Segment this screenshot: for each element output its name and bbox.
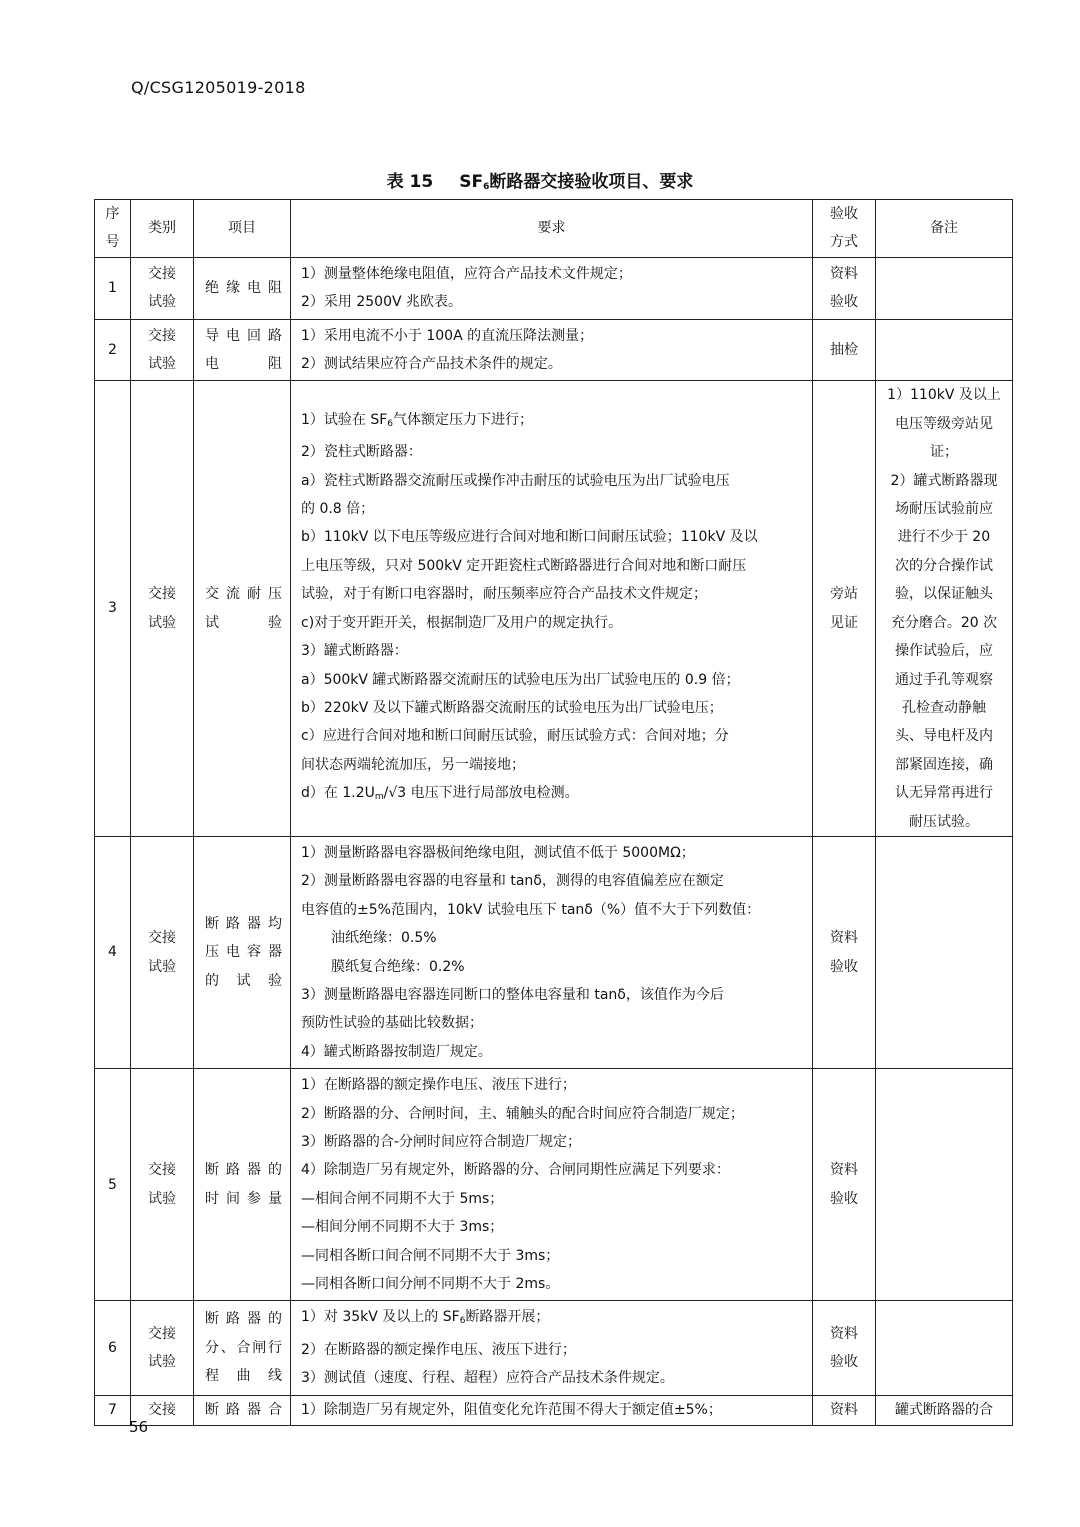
row-requirement: 1）采用电流不小于 100A 的直流压降法测量； 2）测试结果应符合产品技术条件的规定。 [291, 319, 813, 381]
row-remark [876, 257, 1013, 319]
row-requirement: 1）试验在 $SF_6$气体额定压力下进行； 2）瓷柱式断路器： a）瓷柱式断路器交流耐压或操作冲击耐压的试验电压为出厂试验电压 的 0.8 倍； b）110kV 以下电压等级应进行合间对地和断口间耐压试验；110kV 及以 上电压等级，只对 500kV 定开距瓷柱式断路器进行合间对地和断口耐压 试验，对于有断口电容器时，耐压频率应符合产品技术文件规定； c)对于变开距开关，根据制造厂及用户的规定执行。 3）罐式断路器： a）500kV 罐式断路器交流耐压的试验电压为出厂试验电压的 0.9 倍； b）220kV 及以下罐式断路器交流耐压的试验电压为出厂试验电压； c）应进行合间对地和断口间耐压试验，耐压试验方式：合间对地；分 间状态两端轮流加压，另一端接地； d）在 $1.2U_m/√3$ 电压下进行局部放电检测。 [291, 381, 813, 837]
page-number: 56 [129, 1418, 149, 1436]
row-remark [876, 836, 1013, 1068]
row-category: 交接 试验 [131, 836, 194, 1068]
table-row [95, 1301, 1013, 1395]
row-category: 交接 [131, 1395, 194, 1425]
row-method: 资料 [813, 1395, 876, 1425]
row-item: 断路器的 时间参量 [194, 1069, 291, 1301]
row-seq: 3 [95, 381, 131, 837]
table-row [95, 836, 1013, 1068]
table-title [0, 167, 1080, 192]
table-title-subscript: 6 [483, 182, 490, 192]
table-row [95, 319, 1013, 381]
row-item: 导电回路 电阻 [194, 319, 291, 381]
row-method: 旁站 见证 [813, 381, 876, 837]
row-requirement: 1）对 35kV 及以上的 $SF_6$断路器开展； 2）在断路器的额定操作电压、液压下进行； 3）测试值（速度、行程、超程）应符合产品技术条件规定。 [291, 1301, 813, 1395]
header-category: 类别 [131, 200, 194, 258]
row-method: 资料 验收 [813, 257, 876, 319]
row-category: 交接 试验 [131, 1069, 194, 1301]
row-category: 交接 试验 [131, 381, 194, 837]
table-title-prefix: 表 15 [386, 172, 434, 192]
row-item: 绝缘电阻 [194, 257, 291, 319]
header-requirement: 要求 [291, 200, 813, 258]
row-method: 资料 验收 [813, 1069, 876, 1301]
row-method: 资料 验收 [813, 1301, 876, 1395]
header-remark: 备注 [876, 200, 1013, 258]
row-item: 断路器合 [194, 1395, 291, 1425]
row-remark: 1）110kV 及以上 电压等级旁站见 证； 2）罐式断路器现 场耐压试验前应 进行不少于 20 次的分合操作试 验，以保证触头 充分磨合。20 次 操作试验后，应 通过手孔等观察 孔检查动静触 头、导电杆及内 部紧固连接，确 认无异常再进行 耐压试验。 [876, 381, 1013, 837]
row-remark: 罐式断路器的合 [876, 1395, 1013, 1425]
row-method: 抽检 [813, 319, 876, 381]
row-category: 交接 试验 [131, 1301, 194, 1395]
table-row [95, 1069, 1013, 1301]
row-method: 资料 验收 [813, 836, 876, 1068]
table-title-sf: SF [459, 172, 484, 192]
header-item: 项目 [194, 200, 291, 258]
row-category: 交接 试验 [131, 319, 194, 381]
header-method: 验收 方式 [813, 200, 876, 258]
table-header-row [95, 200, 1013, 258]
row-seq: 4 [95, 836, 131, 1068]
row-seq: 2 [95, 319, 131, 381]
row-requirement: 1）测量断路器电容器极间绝缘电阻，测试值不低于 5000MΩ； 2）测量断路器电容器的电容量和 tanδ，测得的电容值偏差应在额定 电容值的±5%范围内，10kV 试验电压下 tanδ（%）值不大于下列数值： 油纸绝缘：0.5% 膜纸复合绝缘：0.2% 3）测量断路器电容器连同断口的整体电容量和 tanδ，该值作为今后 预防性试验的基础比较数据； 4）罐式断路器按制造厂规定。 [291, 836, 813, 1068]
row-item: 交流耐压 试验 [194, 381, 291, 837]
row-requirement: 1）测量整体绝缘电阻值，应符合产品技术文件规定； 2）采用 2500V 兆欧表。 [291, 257, 813, 319]
table-row [95, 257, 1013, 319]
table-row [95, 1395, 1013, 1425]
row-category: 交接 试验 [131, 257, 194, 319]
row-item: 断路器的 分、合闸行 程曲线 [194, 1301, 291, 1395]
row-seq: 6 [95, 1301, 131, 1395]
row-remark [876, 319, 1013, 381]
row-seq: 5 [95, 1069, 131, 1301]
row-seq: 1 [95, 257, 131, 319]
row-requirement: 1）在断路器的额定操作电压、液压下进行； 2）断路器的分、合闸时间，主、辅触头的配合时间应符合制造厂规定； 3）断路器的合-分闸时间应符合制造厂规定； 4）除制造厂另有规定外，断路器的分、合闸同期性应满足下列要求： —相间合闸不同期不大于 5ms； —相间分闸不同期不大于 3ms； —同相各断口间合闸不同期不大于 3ms； —同相各断口间分闸不同期不大于 2ms。 [291, 1069, 813, 1301]
row-seq: 7 [95, 1395, 131, 1425]
table-row [95, 381, 1013, 837]
table-title-rest: 断路器交接验收项目、要求 [489, 172, 694, 192]
row-item: 断路器均 压电容器 的试验 [194, 836, 291, 1068]
row-remark [876, 1301, 1013, 1395]
row-requirement: 1）除制造厂另有规定外，阻值变化允许范围不得大于额定值±5%； [291, 1395, 813, 1425]
document-code: Q/CSG1205019-2018 [131, 78, 306, 97]
header-seq: 序 号 [95, 200, 131, 258]
row-remark [876, 1069, 1013, 1301]
acceptance-table [94, 199, 1013, 1426]
